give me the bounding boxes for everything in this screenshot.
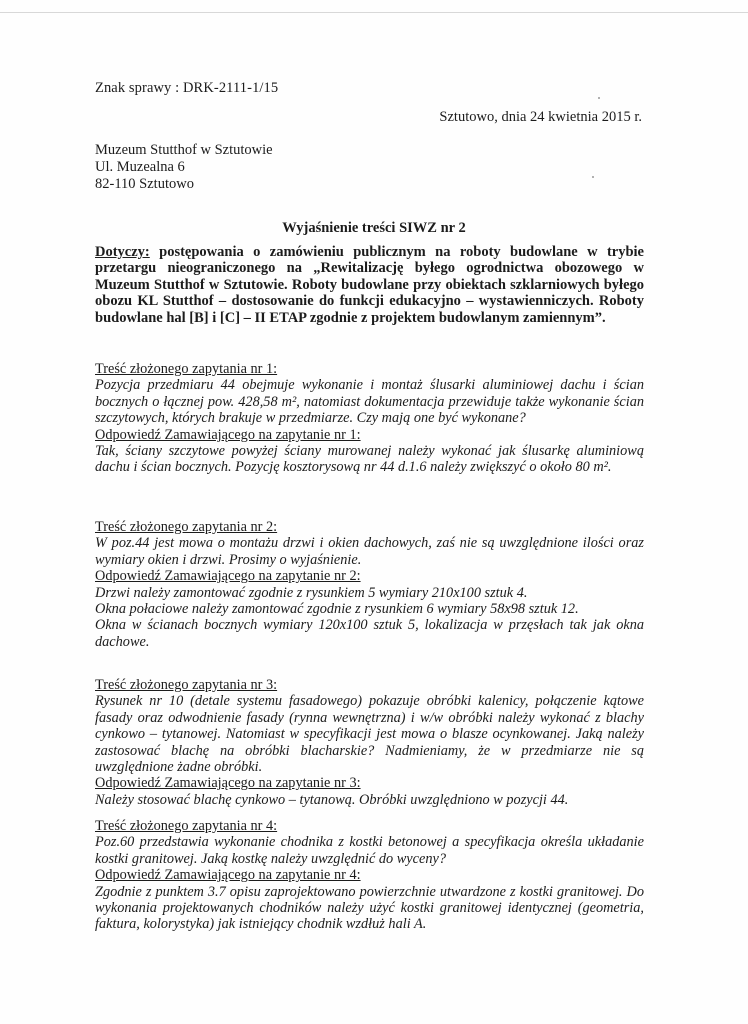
answer-text: Zgodnie z punktem 3.7 opisu zaprojektowano powierzchnie utwardzone z kostki granitowej. Do wykonania projektowanych chodników należy użyć kostki granitowej identycznej (geometria, faktura, kolorystyka) jak istniejący chodnik wzdłuż hali A. [95, 883, 644, 933]
scan-speck [592, 176, 594, 178]
answer-heading: Odpowiedź Zamawiającego na zapytanie nr 4: [95, 867, 361, 884]
address-line: Ul. Muzealna 6 [95, 159, 185, 175]
question-heading: Treść złożonego zapytania nr 4: [95, 818, 278, 834]
answer-text: Okna połaciowe należy zamontować zgodnie z rysunkiem 6 wymiary 58x98 sztuk 12. [95, 601, 579, 618]
question-heading: Treść złożonego zapytania nr 3: [95, 677, 278, 693]
answer-text: Należy stosować blachę cynkowo – tytanową. Obróbki uwzględniono w pozycji 44. [95, 791, 569, 808]
scan-speck [598, 97, 600, 99]
question-text: Pozycja przedmiaru 44 obejmuje wykonanie i montaż ślusarki aluminiowej dachu i ścian bocznych o łącznej pow. 428,58 m², natomiast dokumentacja przewiduje także wykonanie ścian szczytowych, których brakuje w przedmiarze. Czy mają one być wykonane? [95, 377, 644, 427]
address-line: 82-110 Sztutowo [95, 176, 194, 192]
subject-paragraph [95, 244, 644, 326]
answer-text: Okna w ścianach bocznych wymiary 120x100 sztuk 5, lokalizacja w przęsłach tak jak okna dachowe. [95, 617, 644, 650]
qa-block-3 [95, 677, 644, 808]
answer-heading: Odpowiedź Zamawiającego na zapytanie nr 2: [95, 568, 361, 585]
qa-block-1 [95, 361, 644, 476]
question-text: Rysunek nr 10 (detale systemu fasadowego) pokazuje obróbki kalenicy, połączenie kątowe fasady oraz odwodnienie fasady (rynna wewnętrzna) i w/w obróbki należy wykonać z blachy cynkowo – tytanowej. Natomiast w specyfikacji jest mowa o blasze ocynkowanej. Jaką należy zastosować blachę na obróbki blacharskie? Nadmieniamy, że w przedmiarze nie są uwzględnione żadne obróbki. [95, 693, 644, 776]
case-reference: Znak sprawy : DRK-2111-1/15 [95, 80, 279, 96]
subject-label: Dotyczy: [95, 244, 150, 260]
question-heading: Treść złożonego zapytania nr 2: [95, 519, 278, 535]
scan-edge-line [0, 12, 748, 13]
qa-block-4 [95, 818, 644, 933]
answer-heading: Odpowiedź Zamawiającego na zapytanie nr 3: [95, 775, 361, 792]
recipient-address [95, 142, 273, 193]
question-text: Poz.60 przedstawia wykonanie chodnika z kostki betonowej a specyfikacja określa układanie kostki granitowej. Jaką kostkę należy uwzględnić do wyceny? [95, 834, 644, 867]
answer-heading: Odpowiedź Zamawiającego na zapytanie nr 1: [95, 426, 361, 443]
question-heading: Treść złożonego zapytania nr 1: [95, 361, 278, 377]
subject-text: postępowania o zamówieniu publicznym na roboty budowlane w trybie przetargu nieograniczonego na „Rewitalizację byłego ogrodnictwa obozowego w Muzeum Stutthof w Sztutowie. Roboty budowlane przy obiektach szklarniowych byłego obozu KL Stutthof – dostosowanie do funkcji edukacyjno – wystawienniczych. Roboty budowlane hal [B] i [C] – II ETAP zgodnie z projektem budowlanym zamiennym”. [95, 244, 644, 326]
question-text: W poz.44 jest mowa o montażu drzwi i okien dachowych, zaś nie są uwzględnione ilości oraz wymiary okien i drzwi. Prosimy o wyjaśnienie. [95, 535, 644, 568]
answer-text: Tak, ściany szczytowe powyżej ściany murowanej należy wykonać jak ślusarkę aluminiową dachu i ścian bocznych. Pozycję kosztorysową nr 44 d.1.6 należy zwiększyć o około 80 m². [95, 443, 644, 476]
document-title: Wyjaśnienie treści SIWZ nr 2 [282, 220, 466, 236]
qa-block-2 [95, 519, 644, 650]
answer-text: Drzwi należy zamontować zgodnie z rysunkiem 5 wymiary 210x100 sztuk 4. [95, 584, 528, 601]
address-line: Muzeum Stutthof w Sztutowie [95, 142, 273, 158]
place-and-date: Sztutowo, dnia 24 kwietnia 2015 r. [439, 109, 642, 125]
